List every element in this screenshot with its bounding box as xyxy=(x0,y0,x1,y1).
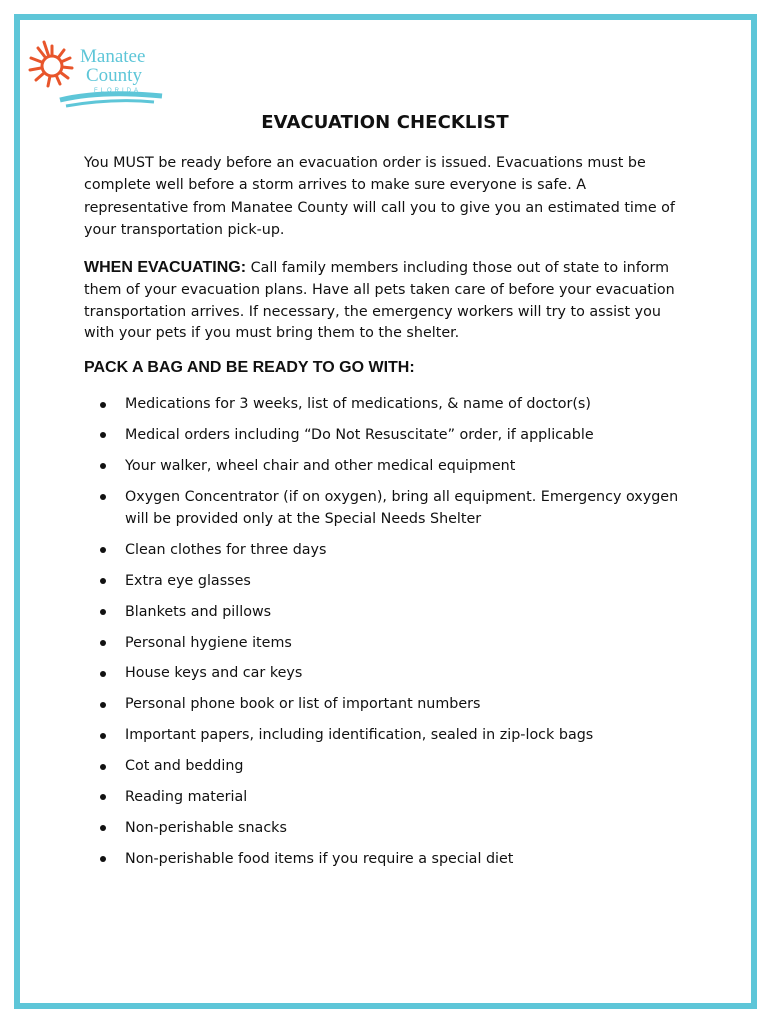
bullet-icon xyxy=(100,671,106,677)
bullet-icon xyxy=(100,402,106,408)
list-item-text: Medications for 3 weeks, list of medications, & name of doctor(s) xyxy=(125,396,591,412)
list-item xyxy=(98,539,698,561)
list-item-text: Reading material xyxy=(125,788,248,805)
manatee-county-logo xyxy=(22,20,172,110)
bullet-icon xyxy=(100,547,106,553)
list-item xyxy=(98,755,698,777)
list-item-text: Blankets and pillows xyxy=(125,603,272,620)
bullet-icon xyxy=(100,825,106,831)
list-item-text: Non-perishable food items if you require a special diet xyxy=(125,850,514,867)
bullet-icon xyxy=(100,640,106,646)
list-item xyxy=(98,724,698,746)
list-item xyxy=(98,848,698,870)
bullet-icon xyxy=(100,432,106,438)
logo-text-manatee: Manatee xyxy=(80,46,146,67)
list-item xyxy=(98,424,698,446)
list-item xyxy=(98,693,698,715)
bullet-icon xyxy=(100,794,106,800)
list-item xyxy=(98,455,698,477)
list-item-text: Your walker, wheel chair and other medical equipment xyxy=(125,457,516,474)
bullet-icon xyxy=(100,702,106,708)
evacuating-text: Call family members including those out of state to inform them of your evacuation plans. Have all pets taken care of before your evacuation transportation arrives. If necessary, the emergency workers will try to assist you with your pets if you must bring them to the shelter. xyxy=(84,260,675,342)
list-item-text: Personal phone book or list of important numbers xyxy=(125,696,481,713)
logo-text-county: County xyxy=(86,65,142,86)
list-item-text: Extra eye glasses xyxy=(125,572,251,589)
list-item-text: Important papers, including identification, sealed in zip-lock bags xyxy=(125,727,594,744)
bullet-icon xyxy=(100,494,106,500)
bullet-icon xyxy=(100,609,106,615)
list-item-text: Cot and bedding xyxy=(125,758,244,775)
bullet-icon xyxy=(100,856,106,862)
list-item-text: Clean clothes for three days xyxy=(125,541,327,558)
list-item xyxy=(98,486,698,531)
page-title: EVACUATION CHECKLIST xyxy=(261,112,509,133)
list-item xyxy=(98,632,698,654)
list-item-text: Personal hygiene items xyxy=(125,634,292,651)
bullet-icon xyxy=(100,764,106,770)
list-item xyxy=(98,786,698,808)
list-item-text: Medical orders including “Do Not Resuscitate” order, if applicable xyxy=(125,426,594,443)
bullet-icon xyxy=(100,578,106,584)
list-item-text: Oxygen Concentrator (if on oxygen), bring all equipment. Emergency oxygen will be provided only at the Special Needs Shelter xyxy=(125,488,679,527)
list-item xyxy=(98,570,698,592)
list-item xyxy=(98,817,698,839)
list-item xyxy=(98,662,698,684)
logo-text-florida: FLORIDA xyxy=(94,88,142,94)
bullet-icon xyxy=(100,463,106,469)
list-item xyxy=(98,393,698,415)
intro-paragraph: You MUST be ready before an evacuation order is issued. Evacuations must be complete well before a storm arrives to make sure everyone is safe. A representative from Manatee County will call you to give you an estimated time of your transportation pick-up. xyxy=(84,155,675,238)
list-item xyxy=(98,601,698,623)
list-item-text: House keys and car keys xyxy=(125,665,303,682)
evacuating-heading: WHEN EVACUATING: xyxy=(84,259,247,276)
pack-checklist xyxy=(98,393,698,879)
sun-logo-icon xyxy=(22,20,172,110)
pack-bag-heading: PACK A BAG AND BE READY TO GO WITH: xyxy=(84,359,415,376)
list-item-text: Non-perishable snacks xyxy=(125,819,287,836)
bullet-icon xyxy=(100,733,106,739)
evacuating-paragraph xyxy=(84,257,694,345)
